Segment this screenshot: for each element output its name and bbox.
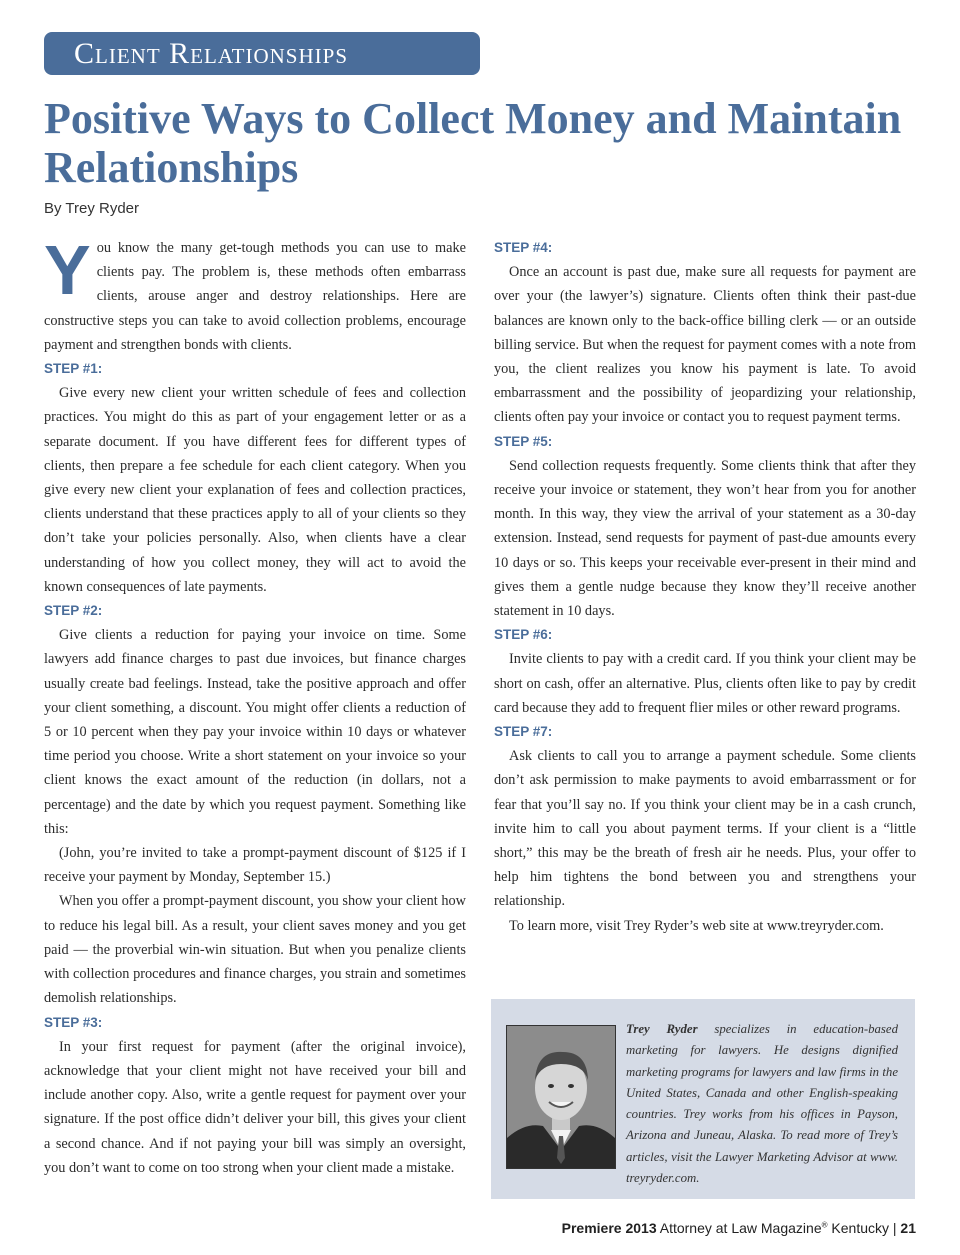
step-1-heading: STEP #1:	[44, 361, 103, 377]
step-2-heading: STEP #2:	[44, 603, 103, 619]
author-bio-box	[491, 999, 915, 1199]
left-column	[44, 231, 466, 1180]
step-2-example: (John, you’re invited to take a prompt-payment discount of $125 if I receive your payment by Monday, September 15.)	[44, 845, 466, 886]
step-3-heading: STEP #3:	[44, 1014, 103, 1030]
author-name: Trey Ryder	[626, 1022, 698, 1036]
footer-issue: Premiere 2013	[561, 1220, 657, 1236]
step-3-paragraph: In your first request for payment (after the original invoice), acknowledge that your client might not have received your bill and include another copy. Also, write a gentle request for payment over your signature. If the post office didn’t deliver your bill, this gives your client a second chance. And if not paying your bill was simply an oversight, you don’t want to come on too strong when your client made a mistake.	[44, 1038, 466, 1176]
section-label: Client Relationships	[44, 32, 480, 75]
step-7-heading: STEP #7:	[494, 724, 553, 740]
step-7-paragraph: Ask clients to call you to arrange a payment schedule. Some clients don’t ask permission to make payments to avoid embarrassment or for fear that you’ll say no. If you think your client may be in a cash crunch, invite him to call you about payment terms. If your client is a “little short,” this may be the breath of fresh air he needs. Plus, your offer to help him tightens the bond between you and strengthens your relationship.	[494, 748, 916, 910]
step-1-paragraph: Give every new client your written schedule of fees and collection practices. You might do this as part of your engagement letter or as a separate document. If you have different fees for different types of clients, then prepare a fee schedule for each client category. When you give every new client your explanation of fees and collection practices, clients understand that these practices apply to all of your clients so they don’t take your policies personally. Also, when clients have a clear understanding of how you collect money, they will act to avoid the known consequences of late payments.	[44, 385, 466, 595]
right-column	[494, 236, 916, 938]
registered-mark: ®	[821, 1220, 828, 1230]
step-6-paragraph: Invite clients to pay with a credit card. If you think your client may be short on cash, offer an alternative. Plus, clients often like to pay by credit card because they add to frequent flier miles or other reward programs.	[494, 651, 916, 716]
step-4-heading: STEP #4:	[494, 240, 553, 255]
page-footer	[540, 1220, 916, 1236]
footer-separator: |	[892, 1220, 897, 1236]
author-photo	[506, 1025, 616, 1169]
portrait-illustration	[507, 1026, 615, 1168]
author-bio-body: specializes in education-based marketing for lawyers. He designs dignified marketing programs for lawyers and law firms in the United States, Canada and other English-speaking countries. Trey works from his offices in Payson, Arizona and Juneau, Alaska. To read more of Trey’s articles, visit the Lawyer Marketing Advisor at www. treyryder.com.	[626, 1022, 898, 1186]
step-6-heading: STEP #6:	[494, 627, 553, 643]
step-5-paragraph: Send collection requests frequently. Some clients think that after they receive your invoice or statement, they won’t hear from you for another month. In this way, they view the arrival of your statement as a 30-day extension. Instead, send requests for payment of past-due amounts every 10 days or so. This keeps your receivable ever-present in their mind and gives them a gentle nudge because they know they’ll receive another statement in 10 days.	[494, 457, 916, 620]
intro-text: ou know the many get-tough methods you can use to make clients pay. The problem is, these methods often embarrass clients, arouse anger and destroy relationships. Here are constructive steps you can take to avoid collection problems, encourage payment and strengthen bonds with clients.	[44, 240, 466, 353]
page-number: 21	[900, 1220, 916, 1236]
drop-cap: Y	[44, 231, 91, 309]
footer-region: Kentucky	[831, 1220, 889, 1236]
intro-paragraph	[44, 231, 466, 357]
footer-magazine: Attorney at Law Magazine	[659, 1220, 822, 1236]
step-5-heading: STEP #5:	[494, 433, 553, 449]
step-2-paragraph: Give clients a reduction for paying your invoice on time. Some lawyers add finance charges to past due invoices, but finance charges usually create bad feelings. Instead, take the positive approach and offer your client something, a discount. You might offer clients a reduction of 5 or 10 percent when they pay your invoice within 10 days or whatever time period you choose. Write a short statement on your invoice so your client knows the exact amount of the reduction (in dollars, not a percentage) and the date by which you request payment. Something like this:	[44, 627, 466, 837]
author-bio-text	[626, 1019, 898, 1189]
step-4-paragraph: Once an account is past due, make sure all requests for payment are over your (the lawyer’s) signature. Clients often think their past-due balances are known only to the back-office billing clerk — or an outside billing service. But when the request for payment comes with a note from you, the client realizes you know his payment is late. To avoid embarrassment and the possibility of jeopardizing your relationship, clients often pay your invoice or contact you to request payment terms.	[494, 264, 916, 426]
article-headline: Positive Ways to Collect Money and Maintain Relationships	[44, 94, 902, 192]
learn-more-paragraph: To learn more, visit Trey Ryder’s web site at www.treyryder.com.	[509, 917, 884, 934]
step-2-paragraph: When you offer a prompt-payment discount, you show your client how to reduce his legal bill. As a result, your client saves money and you get paid — the proverbial win-win situation. But when you penalize clients with collection procedures and finance charges, you strain and sometimes demolish relationships.	[44, 893, 466, 1007]
byline: By Trey Ryder	[44, 200, 140, 217]
